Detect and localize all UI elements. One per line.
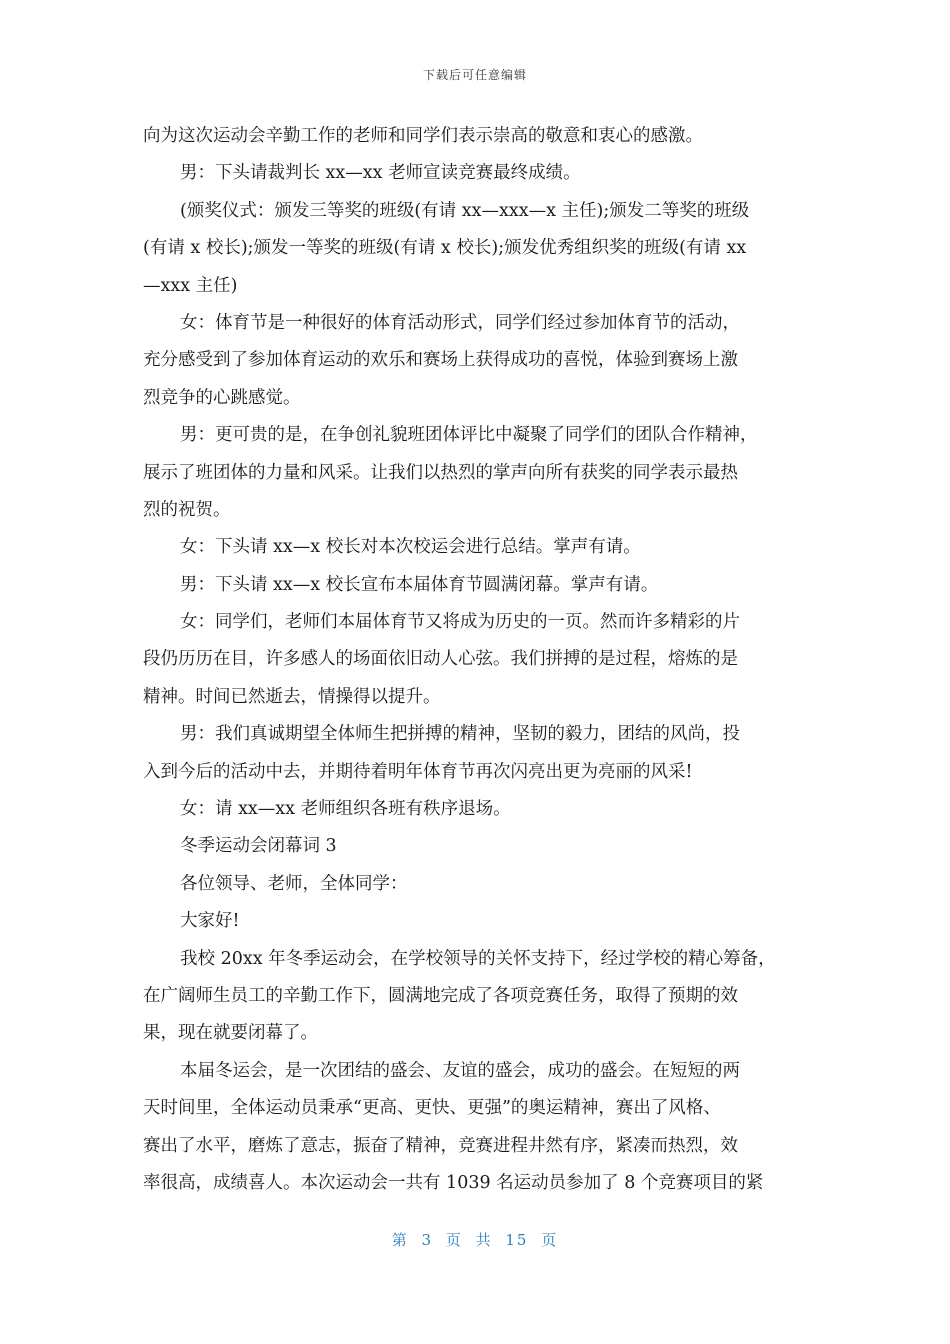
text-line: 女：下头请 xx—x 校长对本次校运会进行总结。掌声有请。: [180, 537, 641, 558]
text-line: 精神。时间已然逝去，情操得以提升。: [143, 686, 441, 707]
document-body: [143, 118, 813, 1202]
greeting: 大家好!: [180, 911, 240, 932]
text-line: 男：下头请 xx—x 校长宣布本届体育节圆满闭幕。掌声有请。: [180, 574, 659, 595]
header-note: 下载后可任意编辑: [422, 68, 527, 82]
text-line: 男：我们真诚期望全体师生把拼搏的精神，坚韧的毅力，团结的风尚，投: [180, 724, 740, 745]
text-line: 在广阔师生员工的辛勤工作下，圆满地完成了各项竞赛任务，取得了预期的效: [143, 985, 738, 1006]
text-line: 展示了班团体的力量和风采。让我们以热烈的掌声向所有获奖的同学表示最热: [143, 462, 738, 483]
text-line: 女：请 xx—xx 老师组织各班有秩序退场。: [180, 799, 511, 820]
text-line: 天时间里，全体运动员秉承“更高、更快、更强”的奥运精神，赛出了风格、: [143, 1098, 721, 1119]
text-line: 段仍历历在目，许多感人的场面依旧动人心弦。我们拼搏的是过程，熔炼的是: [143, 649, 738, 670]
text-line: (有请 x 校长);颁发一等奖的班级(有请 x 校长);颁发优秀组织奖的班级(有请 xx: [143, 238, 747, 259]
page-number: 第 3 页 共 15 页: [391, 1231, 559, 1249]
text-line: 本届冬运会，是一次团结的盛会、友谊的盛会，成功的盛会。在短短的两: [180, 1060, 740, 1081]
text-line: 向为这次运动会辛勤工作的老师和同学们表示崇高的敬意和衷心的感激。: [143, 126, 703, 146]
text-line: 烈竞争的心跳感觉。: [143, 387, 301, 408]
section-heading: 冬季运动会闭幕词 3: [180, 836, 337, 857]
text-line: 入到今后的活动中去，并期待着明年体育节再次闪亮出更为亮丽的风采!: [143, 761, 693, 782]
text-line: (颁奖仪式：颁发三等奖的班级(有请 xx—xxx—x 主任);颁发二等奖的班级: [180, 200, 750, 221]
text-line: 赛出了水平，磨炼了意志，振奋了精神，竞赛进程井然有序，紧凑而热烈，效: [143, 1135, 738, 1156]
text-line: 充分感受到了参加体育运动的欢乐和赛场上获得成功的喜悦，体验到赛场上激: [143, 350, 738, 371]
text-line: 女：体育节是一种很好的体育活动形式，同学们经过参加体育节的活动，: [180, 312, 740, 333]
text-line: 女：同学们，老师们本届体育节又将成为历史的一页。然而许多精彩的片: [180, 612, 740, 633]
text-line: 果，现在就要闭幕了。: [143, 1023, 318, 1044]
salutation: 各位领导、老师，全体同学：: [180, 873, 408, 894]
text-line: 率很高，成绩喜人。本次运动会一共有 1039 名运动员参加了 8 个竞赛项目的紧: [143, 1172, 764, 1193]
text-line: —xxx 主任): [143, 275, 238, 296]
text-line: 我校 20xx 年冬季运动会，在学校领导的关怀支持下，经过学校的精心筹备，: [180, 948, 776, 969]
text-line: 男：下头请裁判长 xx—xx 老师宣读竞赛最终成绩。: [180, 163, 581, 184]
text-line: 男：更可贵的是，在争创礼貌班团体评比中凝聚了同学们的团队合作精神，: [180, 425, 758, 446]
text-line: 烈的祝贺。: [143, 499, 231, 520]
